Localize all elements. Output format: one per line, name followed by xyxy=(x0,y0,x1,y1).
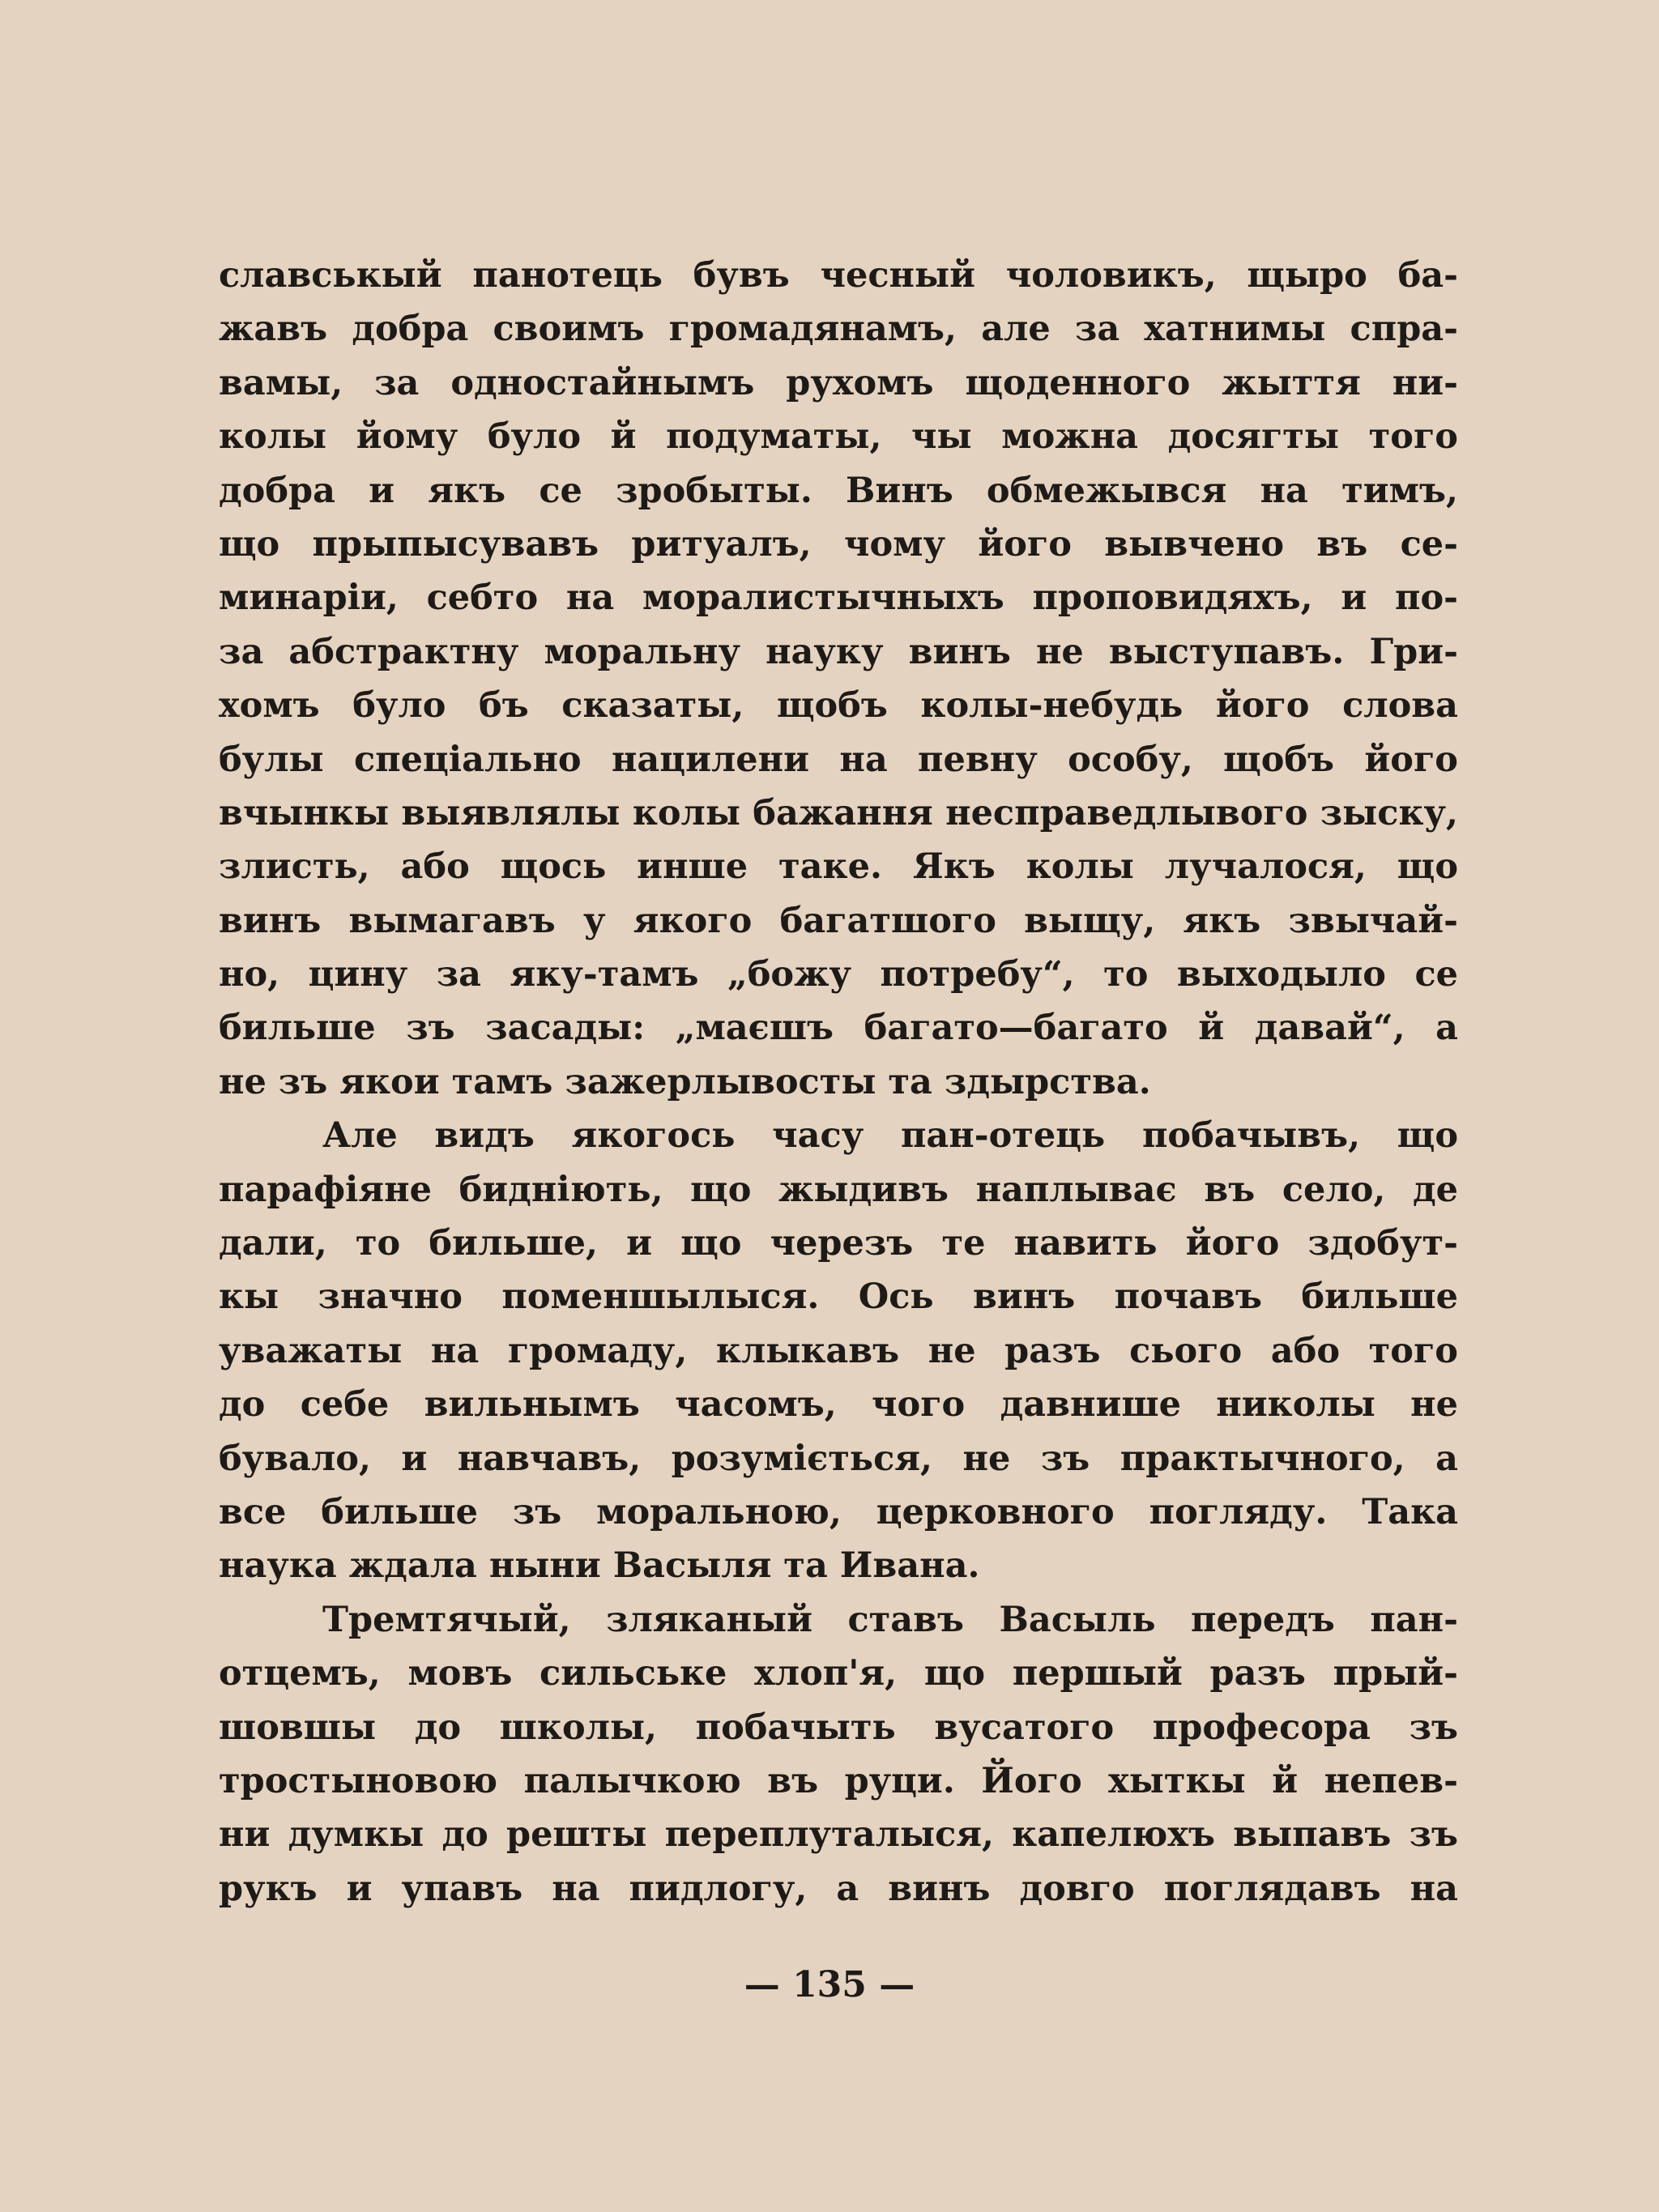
text-line: добра и якъ се зробыты. Винъ обмежывся на тимъ, xyxy=(219,470,1458,511)
text-line: Тремтячый, зляканый ставъ Васыль передъ пан- xyxy=(322,1599,1458,1640)
text-line: минаріи, себто на моралистычныхъ проповидяхъ, и по- xyxy=(219,578,1458,619)
text-line: що прыпысувавъ ритуалъ, чому його вывчено въ се- xyxy=(219,523,1458,565)
text-line: бувало, и навчавъ, розумiється, не зъ практычного, а xyxy=(219,1438,1458,1479)
text-line: славськый панотець бувъ чесный чоловикъ, щыро ба- xyxy=(219,255,1458,296)
text-line: за абстрактну моральну науку винъ не выступавъ. Гри- xyxy=(219,631,1458,672)
text-line: кы значно поменшылыся. Ось винъ почавъ бильше xyxy=(219,1276,1458,1318)
text-line: винъ вымагавъ у якого багатшого выщу, якъ звычай- xyxy=(219,900,1458,941)
text-line: отцемъ, мовъ сильське хлоп'я, що першый разъ прый- xyxy=(219,1653,1458,1694)
text-line: вчынкы выявлялы колы бажання несправедлывого зыску, xyxy=(219,792,1458,833)
page-number: — 135 — xyxy=(744,1964,915,2005)
text-line: тростыновою палычкою въ руци. Його хыткы й непев- xyxy=(219,1760,1458,1801)
text-line: булы спеціально нацилени на певну особу, щобъ його xyxy=(219,739,1458,780)
text-line: дали, то бильше, и що черезъ те навить його здобут- xyxy=(219,1223,1458,1264)
text-line: колы йому було й подуматы, чы можна досягты того xyxy=(219,416,1458,458)
text-line: не зъ якои тамъ зажерлывосты та здырства. xyxy=(219,1061,1151,1102)
text-line: все бильше зъ моральною, церковного погляду. Така xyxy=(219,1491,1458,1532)
body-text xyxy=(219,249,1458,1916)
text-line: вамы, за одностайнымъ рухомъ щоденного жыття ни- xyxy=(219,362,1458,403)
text-line: бильше зъ засады: „маєшъ багато—багато й давай“, а xyxy=(219,1008,1458,1049)
text-line: ни думкы до решты переплуталыся, капелюхъ выпавъ зъ xyxy=(219,1814,1458,1856)
text-line: но, цину за яку-тамъ „божу потребу“, то выходыло се xyxy=(219,954,1458,995)
text-line: жавъ добра своимъ громадянамъ, але за хатнимы спра- xyxy=(219,309,1458,350)
text-line: хомъ було бъ сказаты, щобъ колы-небудь його слова xyxy=(219,685,1458,727)
text-line: шовшы до школы, побачыть вусатого професора зъ xyxy=(219,1707,1458,1748)
text-line: до себе вильнымъ часомъ, чого давнише николы не xyxy=(219,1384,1458,1426)
text-line: рукъ и упавъ на пидлогу, а винъ довго поглядавъ на xyxy=(219,1868,1458,1909)
text-line: Але видъ якогось часу пан-отець побачывъ, що xyxy=(322,1115,1458,1157)
text-line: злисть, або щось инше таке. Якъ колы лучалося, що xyxy=(219,846,1458,888)
text-line: наука ждала ныни Васыля та Ивана. xyxy=(219,1545,980,1587)
text-line: уважаты на громаду, клыкавъ не разъ сього або того xyxy=(219,1330,1458,1371)
text-line: парафіяне биднiють, що жыдивъ наплыває въ село, де xyxy=(219,1169,1458,1210)
